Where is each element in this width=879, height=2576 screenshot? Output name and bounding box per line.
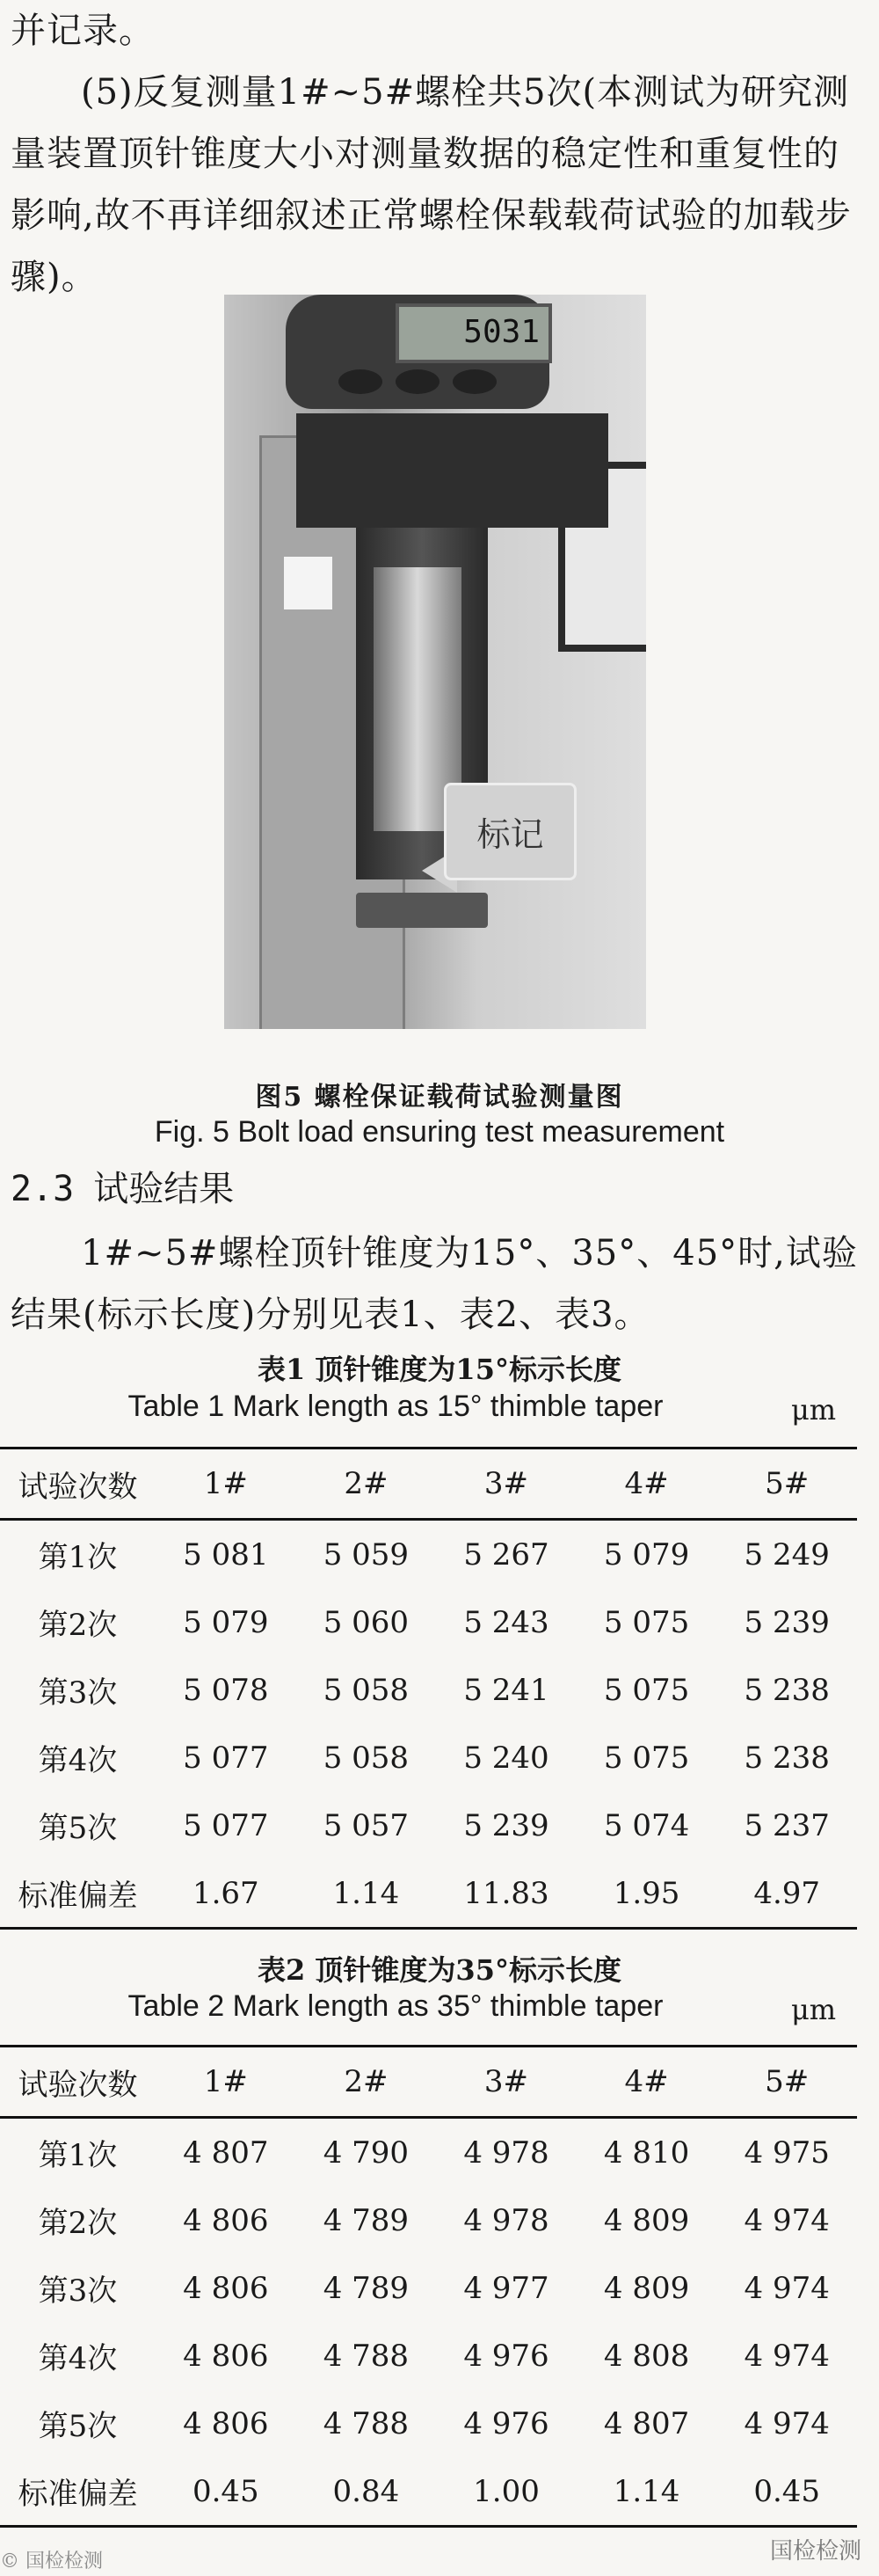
table-cell: 0.84	[296, 2457, 437, 2527]
table1-title-en: Table 1 Mark length as 15° thimble taper	[127, 1390, 664, 1423]
table-cell: 11.83	[436, 1859, 577, 1929]
table-cell: 5 058	[323, 1740, 410, 1776]
table-cell: 0.45	[156, 2457, 296, 2527]
table-cell: 4 788	[323, 2338, 410, 2374]
gauge-button-middle	[396, 369, 440, 394]
watermark-left: © 国检检测	[0, 2550, 103, 2572]
section-number: 2.3	[11, 1169, 75, 1209]
table1-unit: μm	[791, 1393, 837, 1427]
table-row	[0, 2457, 857, 2527]
paragraph-results: 1#~5#螺栓顶针锥度为15°、35°、45°时,试验结果(标示长度)分别见表1、表2、表3。	[11, 1233, 858, 1335]
gauge-button-right	[453, 369, 497, 394]
table-cell: 5 241	[463, 1672, 549, 1708]
table-row	[0, 1656, 857, 1724]
table-cell: 4 978	[463, 2135, 549, 2171]
table-cell: 第4次	[38, 2341, 118, 2376]
table-cell: 第5次	[38, 1811, 118, 1846]
table2	[0, 2045, 857, 2528]
table-cell: 4 806	[183, 2405, 269, 2441]
table2-body	[0, 2118, 857, 2527]
table-cell: 4 788	[323, 2405, 410, 2441]
gauge-reading: 5031	[463, 314, 540, 350]
table-cell: 5 077	[183, 1740, 269, 1776]
table-cell: 第2次	[38, 2206, 118, 2241]
table1	[0, 1447, 857, 1930]
fixture-base	[356, 893, 488, 928]
table-cell: 第4次	[38, 1743, 118, 1778]
table-header-cell: 试验次数	[0, 1449, 156, 1520]
table-cell: 1.14	[577, 2457, 717, 2527]
table-cell: 5 239	[463, 1807, 549, 1843]
table-cell: 4 974	[744, 2338, 830, 2374]
table-cell: 4 977	[463, 2270, 549, 2306]
table-cell: 4 974	[744, 2270, 830, 2306]
table-cell: 第3次	[38, 1675, 118, 1711]
table-cell: 5 078	[183, 1672, 269, 1708]
table-cell: 5 079	[183, 1604, 269, 1640]
table-cell: 5 238	[744, 1672, 830, 1708]
table-cell: 5 058	[323, 1672, 410, 1708]
table-cell: 5 079	[603, 1536, 690, 1573]
table-cell: 1.67	[156, 1859, 296, 1929]
table-cell: 5 075	[603, 1740, 690, 1776]
table-cell: 4 974	[744, 2202, 830, 2238]
table-header-cell: 4#	[577, 1449, 717, 1520]
table-cell: 5 237	[744, 1807, 830, 1843]
table-cell: 1.00	[436, 2457, 577, 2527]
mark-callout: 标记	[444, 783, 577, 880]
table-row	[0, 2186, 857, 2254]
fixture-block	[296, 413, 608, 528]
table-cell: 4.97	[716, 1859, 857, 1929]
table-header-cell: 2#	[296, 1449, 437, 1520]
paragraph-intro: 并记录。	[11, 11, 155, 51]
table-cell: 5 238	[744, 1740, 830, 1776]
table-cell: 5 074	[603, 1807, 690, 1843]
table-cell: 4 807	[183, 2135, 269, 2171]
table-cell: 5 059	[323, 1536, 410, 1573]
table-cell: 4 808	[603, 2338, 690, 2374]
paragraph-step-5: (5)反复测量1#~5#螺栓共5次(本测试为研究测量装置顶针锥度大小对测量数据的稳定性和重复性的影响,故不再详细叙述正常螺栓保载载荷试验的加载步骤)。	[11, 72, 852, 297]
figure-caption-en: Fig. 5 Bolt load ensuring test measurement	[154, 1115, 725, 1149]
table2-unit: μm	[791, 1993, 837, 2026]
figure-photo	[224, 295, 646, 1029]
table-cell: 4 974	[744, 2405, 830, 2441]
table-header-cell: 4#	[577, 2047, 717, 2118]
table-cell: 第2次	[38, 1608, 118, 1643]
table2-header-row	[0, 2047, 857, 2118]
table-cell: 5 081	[183, 1536, 269, 1573]
table-cell: 5 060	[323, 1604, 410, 1640]
table-header-cell: 2#	[296, 2047, 437, 2118]
table-cell: 4 978	[463, 2202, 549, 2238]
table-header-cell: 3#	[436, 1449, 577, 1520]
table1-body	[0, 1520, 857, 1929]
photo-door-window	[284, 557, 332, 609]
table1-header-row	[0, 1449, 857, 1520]
table-cell: 5 249	[744, 1536, 830, 1573]
table-cell: 5 077	[183, 1807, 269, 1843]
table-cell: 第1次	[38, 2138, 118, 2173]
table-cell: 第1次	[38, 1540, 118, 1575]
table-cell: 5 243	[463, 1604, 549, 1640]
table-cell: 4 806	[183, 2202, 269, 2238]
table-cell: 5 057	[323, 1807, 410, 1843]
table-cell: 4 806	[183, 2338, 269, 2374]
gauge-button-left	[338, 369, 382, 394]
table2-title-cn: 表2 顶针锥度为35°标示长度	[258, 1953, 621, 1987]
section-title: 试验结果	[93, 1169, 235, 1209]
table-cell: 第5次	[38, 2409, 118, 2444]
table-row	[0, 2118, 857, 2187]
table-header-cell: 5#	[716, 2047, 857, 2118]
table-row	[0, 1859, 857, 1929]
table-cell: 4 976	[463, 2338, 549, 2374]
table-row	[0, 1724, 857, 1792]
watermark: 国检检测	[769, 2538, 861, 2565]
table-header-cell: 1#	[156, 2047, 296, 2118]
table-cell: 标准偏差	[0, 2457, 156, 2527]
gauge-display	[396, 303, 552, 363]
table-cell: 4 806	[183, 2270, 269, 2306]
figure-caption-cn: 图5 螺栓保证载荷试验测量图	[255, 1082, 624, 1113]
section-heading	[11, 1161, 234, 1211]
table-cell: 4 975	[744, 2135, 830, 2171]
table-cell: 4 789	[323, 2270, 410, 2306]
table-cell: 1.14	[296, 1859, 437, 1929]
table-cell: 5 240	[463, 1740, 549, 1776]
table-header-cell: 5#	[716, 1449, 857, 1520]
table-cell: 标准偏差	[0, 1859, 156, 1929]
table-cell: 0.45	[716, 2457, 857, 2527]
table-cell: 4 809	[603, 2270, 690, 2306]
table-cell: 5 267	[463, 1536, 549, 1573]
table-cell: 4 789	[323, 2202, 410, 2238]
table-row	[0, 2254, 857, 2322]
table1-title-cn: 表1 顶针锥度为15°标示长度	[258, 1353, 621, 1386]
table-cell: 4 810	[603, 2135, 690, 2171]
table-row	[0, 2322, 857, 2390]
dial-gauge	[286, 295, 549, 409]
table-cell: 第3次	[38, 2273, 118, 2309]
table-header-cell: 3#	[436, 2047, 577, 2118]
table-cell: 5 075	[603, 1672, 690, 1708]
table-cell: 5 075	[603, 1604, 690, 1640]
table-header-cell: 试验次数	[0, 2047, 156, 2118]
table-cell: 4 807	[603, 2405, 690, 2441]
table2-title-en: Table 2 Mark length as 35° thimble taper	[127, 1989, 664, 2023]
table-cell: 4 976	[463, 2405, 549, 2441]
table-cell: 4 809	[603, 2202, 690, 2238]
table-row	[0, 1588, 857, 1656]
table-row	[0, 1520, 857, 1589]
table-cell: 1.95	[577, 1859, 717, 1929]
table-row	[0, 1792, 857, 1859]
table-cell: 4 790	[323, 2135, 410, 2171]
table-cell: 5 239	[744, 1604, 830, 1640]
table-row	[0, 2390, 857, 2457]
table-header-cell: 1#	[156, 1449, 296, 1520]
